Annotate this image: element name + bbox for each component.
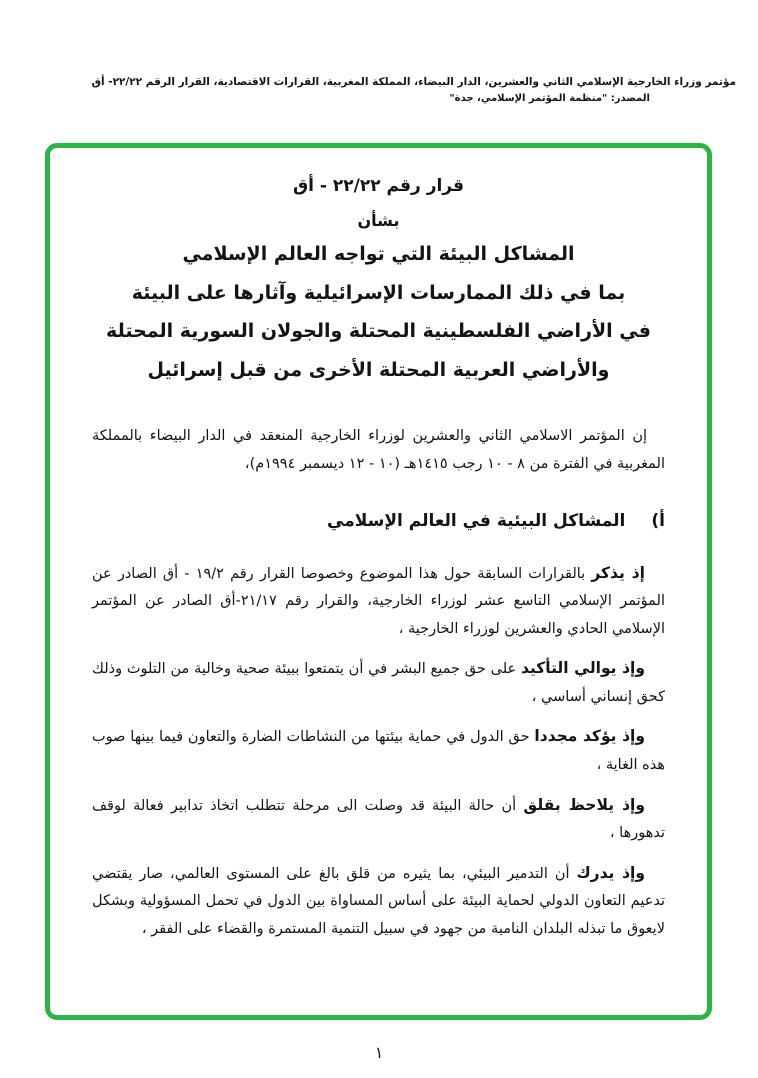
- preamble-paragraphs: [92, 559, 665, 944]
- preamble-paragraph: [92, 859, 665, 944]
- title-line: في الأراضي الفلسطينية المحتلة والجولان السورية المحتلة: [106, 320, 651, 343]
- decision-number: قرار رقم ٢٢/٢٢ - أق: [292, 176, 465, 196]
- paragraph-lead: وإذ يلاحظ بقلق: [523, 795, 645, 814]
- preamble-paragraph: [92, 791, 665, 848]
- subject-label: بشأن: [357, 211, 400, 230]
- paragraph-text: بالقرارات السابقة حول هذا الموضوع وخصوصا القرار رقم ١٩/٢ - أق الصادر عن المؤتمر الإسلامي التاسع عشر لوزراء الخارجية، والقرار رقم ٢١/١٧-أق الصادر عن المؤتمر الإسلامي الحادي والعشرين لوزراء الخارجية ،: [92, 565, 665, 637]
- paragraph-lead: وإذ يؤكد مجددا: [534, 727, 645, 746]
- citation-header: [18, 74, 736, 107]
- source-line: المصدر: "منظمة المؤتمر الإسلامي، جدة": [449, 92, 650, 104]
- section-marker: أ): [651, 510, 665, 531]
- preamble-paragraph: [92, 654, 665, 711]
- title-line: والأراضي العربية المحتلة الأخرى من قبل إسرائيل: [147, 358, 610, 381]
- paragraph-lead: وإذ يوالي التأكيد: [520, 659, 645, 678]
- preamble-paragraph: [92, 722, 665, 779]
- paragraph-text: على حق جميع البشر في أن يتمتعوا ببيئة صحية وخالية من التلوث وذلك كحق إنساني أساسي ،: [92, 661, 665, 705]
- title-block: [92, 176, 665, 384]
- document-frame: [45, 143, 712, 1020]
- paragraph-text: أن حالة البيئة قد وصلت الى مرحلة تتطلب اتخاذ تدابير فعالة لوقف تدهورها ،: [92, 797, 665, 842]
- section-title: المشاكل البيئية في العالم الإسلامي: [327, 510, 626, 531]
- paragraph-text: حق الدول في حماية بيئتها من النشاطات الضارة والتعاون فيما بينها صوب هذه الغاية ،: [92, 729, 665, 773]
- title-line: المشاكل البيئة التي تواجه العالم الإسلامي: [182, 243, 575, 265]
- paragraph-text: أن التدمير البيئي، بما يثيره من قلق بالغ على المستوى العالمي، صار يقتضي تدعيم التعاون الدولي لحماية البيئة على أساس المساواة بين الدول في تحمل المسؤولية وبشكل لايعوق ما تبذله البلدان النامية من جهود في سبيل التنمية المستمرة والقضاء على الفقر ،: [92, 865, 665, 937]
- paragraph-lead: وإذ يدرك: [576, 863, 646, 882]
- citation-line: مؤتمر وزراء الخارجية الإسلامي الثاني والعشرين، الدار البيضاء، المملكة المغربية، القرارات الاقتصادية، القرار الرقم ٢٢/٢٢- أق: [91, 76, 736, 88]
- intro-paragraph: إن المؤتمر الاسلامي الثاني والعشرين لوزراء الخارجية المنعقد في الدار البيضاء بالمملكة المغربية في الفترة من ٨ - ١٠ رجب ١٤١٥هـ (١٠ - ١٢ ديسمبر ١٩٩٤م)،: [92, 428, 665, 473]
- title-line: بما في ذلك الممارسات الإسرائيلية وآثارها على البيئة: [131, 281, 626, 304]
- section-heading: [92, 511, 665, 531]
- page-number: ١: [374, 1043, 384, 1062]
- paragraph-lead: إذ يذكر: [591, 563, 645, 582]
- preamble-paragraph: [92, 559, 665, 644]
